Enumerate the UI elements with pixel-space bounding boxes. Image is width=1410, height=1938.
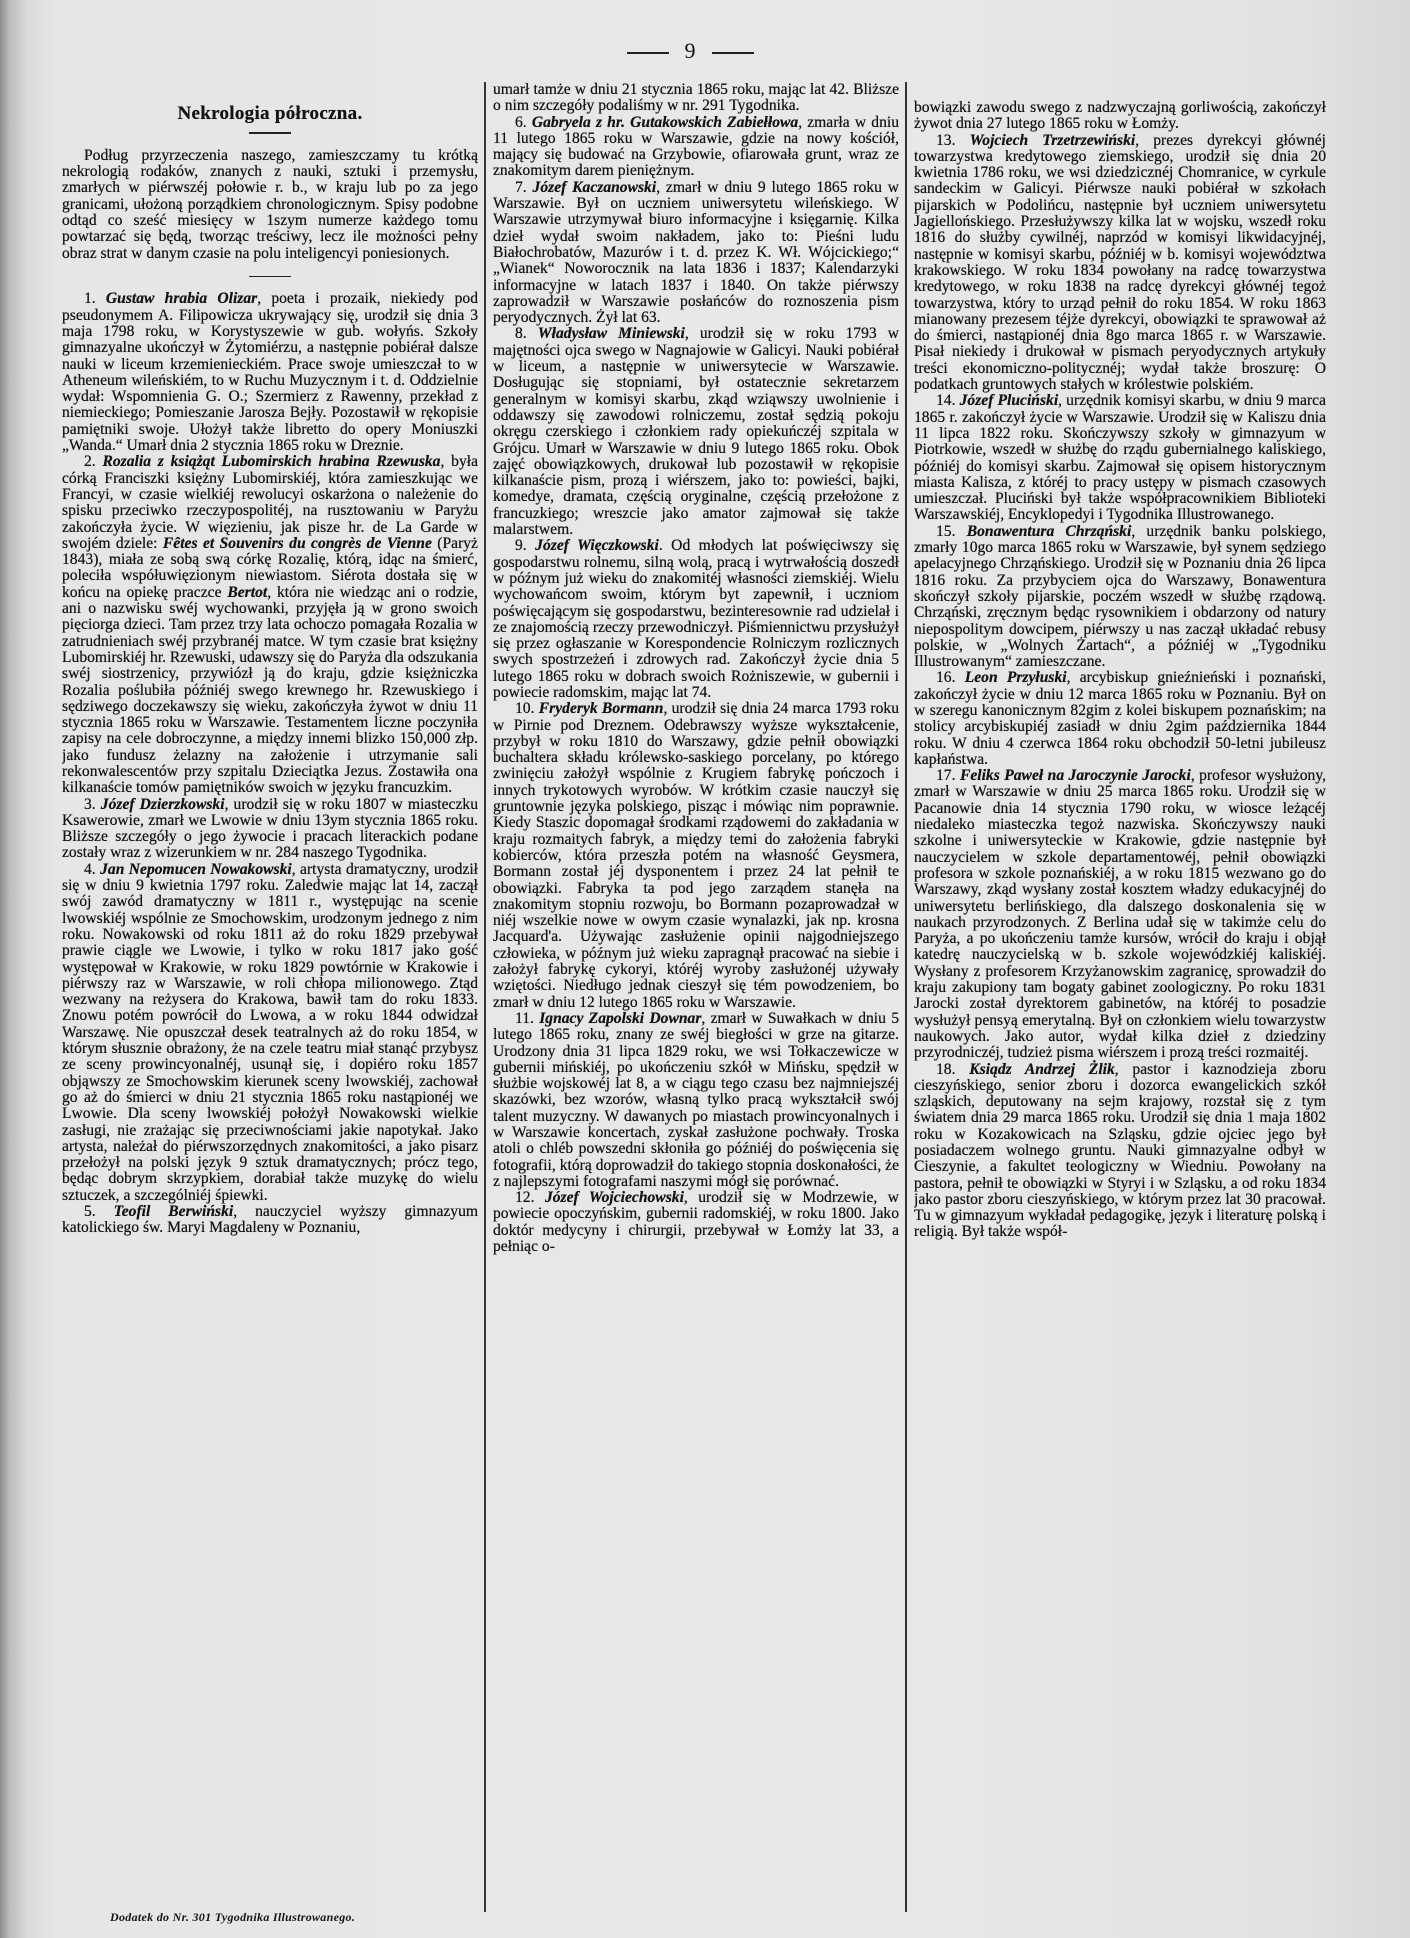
italic-name: Józef Wojciechowski xyxy=(544,1189,684,1207)
obituary-entry xyxy=(62,797,478,862)
italic-name: Gustaw hrabia Olizar xyxy=(105,290,258,308)
entry-text: 6. xyxy=(515,113,532,131)
entry-text: 18. xyxy=(936,1060,970,1078)
italic-name: Józef Pluciński xyxy=(959,392,1059,410)
obituary-entry xyxy=(914,670,1326,768)
italic-name: Teofil Berwiński xyxy=(113,1203,234,1220)
divider xyxy=(627,52,669,54)
italic-name: Leon Przyłuski xyxy=(964,669,1067,687)
obituary-entry xyxy=(62,291,478,454)
italic-name: Jan Nepomucen Nowakowski xyxy=(100,860,292,878)
obituary-entry xyxy=(493,538,899,701)
entry-text: 12. xyxy=(515,1189,545,1207)
obituary-entry xyxy=(62,1204,478,1237)
entry-text: 11. xyxy=(515,1009,540,1027)
entry-text: 15. xyxy=(936,522,967,540)
obituary-entry xyxy=(493,326,899,538)
column-divider xyxy=(484,82,486,1912)
italic-name: Bertot xyxy=(227,583,268,601)
obituary-entry xyxy=(914,133,1326,394)
entry-text: , nauczyciel wyższy gimnazyum katolickiego św. Maryi Magdaleny w Poznaniu, xyxy=(62,1203,478,1237)
obituary-entry xyxy=(493,115,899,180)
entry-text: , arcybiskup gnieźnieński i poznański, zakończył życie w dniu 12 marca 1865 roku w Poznaniu. Był on w szeregu kanonicznym 82gim z kolei biskupem poznańskim; na stolicy arcybiskupiéj zasiadł w dniu 2gim października 1844 roku. W dniu 4 czerwca 1864 roku obchodził 50-letni jubileusz kapłaństwa. xyxy=(914,669,1326,768)
article-title: Nekrologia półroczna. xyxy=(177,103,363,124)
column-1 xyxy=(62,82,478,1887)
italic-name: Józef Kaczanowski xyxy=(532,178,657,196)
italic-name: Fêtes et Souvenirs du congrès de Vienne xyxy=(162,534,432,552)
entry-text: 4. xyxy=(84,860,101,878)
entry-text: 8. xyxy=(515,325,538,343)
obituary-entry xyxy=(493,701,899,1011)
entry-text: , urodził się w roku 1807 w miasteczku Ksawerowie, zmarł we Lwowie w dniu 13ym stycznia 1865 roku. Bliższe szczegóły o jego żywocie i pracach literackich podane zostały wraz z wizerunkiem w nr. 284 naszego Tygodnika. xyxy=(62,795,478,862)
obituary-entry xyxy=(62,454,478,796)
supplement-footer: Dodatek do Nr. 301 Tygodnika Illustrowanego. xyxy=(110,1910,356,1924)
entry-text: , pastor i kaznodzieja zboru cieszyńskiego, senior zboru i dozorca ewangelickich szkół szląskich, deputowany na sejm krajowy, rozstał się z tym światem dnia 29 marca 1865 roku. Urodził się dnia 1 maja 1802 roku w Kozakowicach na Szląsku, gdzie ojciec jego był posiadaczem wolnego gruntu. Nauki gimnazyalne odbył w Cieszynie, a fakultet teologiczny w Wiedniu. Powołany na pastora, pełnił te obowiązki w Styryi i w Szląsku, a od roku 1834 jako pastor zboru cieszyńskiego, w którym przez lat 30 pracował. Tu w gimnazyum wykładał pedagogikę, język i literaturę polską i religią. Był także współ- xyxy=(914,1060,1326,1241)
entry-text: 10. xyxy=(515,700,539,718)
entry-text: 2. xyxy=(84,453,103,471)
entry-text: 14. xyxy=(936,392,960,410)
entry-text: bowiązki zawodu swego z nadzwyczajną gorliwością, zakończył żywot dnia 27 lutego 1865 roku w Łomży. xyxy=(914,100,1326,133)
entry-text: 16. xyxy=(936,669,965,687)
section-rule xyxy=(249,276,291,278)
italic-name: Bonawentura Chrząński xyxy=(966,522,1132,540)
entry-text: , urzędnik banku polskiego, zmarły 10go marca 1865 roku w Warszawie, był synem sędziego apelacyjnego Chrząńskiego. Urodził się w Poznaniu dnia 26 lipca 1816 roku. Za przybyciem ojca do Warszawy, Bonawentura skończył szkoły pijarskie, poczém wszedł w służbę rządową. Chrząński, zręcznym będąc rysownikiem i obdarzony od natury niepospolitym dowcipem, piérwszy u nas zaczął układać rebusy polskie, w „Wolnych Żartach“, a późniéj w „Tygodniku Illustrowanym“ zamieszczane. xyxy=(914,522,1326,671)
column-3 xyxy=(914,100,1326,1890)
entry-text: , artysta dramatyczny, urodził się w dniu 9 kwietnia 1797 roku. Zaledwie mając lat 14, zaczął swój zawód dramatyczny w 1811 r., występując na scenie lwowskiéj wspólnie ze Smochowskim, urodzonym jednego z nim roku. Nowakowski od roku 1811 aż do roku 1829 przebywał prawie ciągle we Lwowie, i tylko w roku 1817 jako gość występował w Krakowie, w roku 1829 powtórnie w Krakowie i piérwszy raz w Warszawie, w roli chłopa milionowego. Ztąd wezwany na reżysera do Krakowa, bawił tam do roku 1833. Znowu potém powrócił do Lwowa, a w roku 1844 odwidzał Warszawę. Nie opuszczał desek teatralnych aż do roku 1854, w którym słusznie obrażony, że na czele teatru miał stanąć przybysz ze sceny prowincyonalnéj, usunął się, i dopiéro roku 1857 objąwszy ze Smochowskim kierunek sceny lwowskiéj, zachował go aż do śmierci w dniu 21 stycznia 1865 roku nastąpionéj we Lwowie. Dla sceny lwowskiéj położył Nowakowski wielkie zasługi, nie zrażając się przeciwnościami jakie napotykał. Jako artysta, należał do piérwszorzędnych znakomitości, a jako pisarz przełożył na polski język 9 sztuk dramatycznych; prócz tego, będąc dobrym skrzypkiem, dorabiał także muzykę do wielu sztuczek, a szczególniéj śpiewki. xyxy=(62,860,478,1204)
obituary-entry xyxy=(914,524,1326,671)
entry-text: 1. xyxy=(84,290,106,308)
entry-text: . Od młodych lat poświęciwszy się gospodarstwu rolnemu, silną wolą, pracą i wytrwałością doszedł w późnym już wieku do znakomitéj własności ziemskiéj. Wielu wychowańcom swoim, którym byt zapewnił, i uczniom poświęcającym się gospodarstwu, bezinteresownie rad udzielał i ze znajomością rzeczy przewodniczył. Piśmiennictwu przysłużył się przez ogłaszanie w Korespondencie Rolniczym rozlicznych swych spostrzeżeń i zdrowych rad. Zakończył życie dnia 5 lutego 1865 roku w dobrach swoich Rożniszewie, w gubernii i powiecie radomskim, mając lat 74. xyxy=(493,537,899,701)
italic-name: Wojciech Trzetrzewiński xyxy=(969,131,1136,149)
page-number-text: 9 xyxy=(684,38,696,63)
entry-text: 3. xyxy=(84,795,101,813)
obituary-entry xyxy=(493,1011,899,1190)
entry-text: , prezes dyrekcyi głównéj towarzystwa kredytowego ziemskiego, urodził się dnia 20 kwietnia 1786 roku, we wsi dziedzicznéj Chomranice, w cyrkule sandeckim w Galicyi. Piérwsze nauki pobiérał w szkołach pijarskich w Podolińcu, następnie był uczniem uniwersytetu Jagiellońskiego. Przesłużywszy kilka lat w wojsku, wszedł roku 1816 do służby cywilnéj, naprzód w komisyi likwidacyjnéj, następnie w komisyi skarbu, późniéj w b. komisyi województwa krakowskiego. W roku 1834 powołany na radcę towarzystwa kredytowego, w roku 1838 na radcę dyrekcyi głównéj tegoż towarzystwa, który to urząd pełnił do roku 1854. W roku 1863 mianowany prezesem téjże dyrekcyi, obowiązki te sprawował aż do śmierci, nastąpionéj dnia 8go marca 1865 r. w Warszawie. Pisał niekiedy i drukował w pismach peryodycznych artykuły treści ekonomiczno-politycznéj; wydał także broszurę: O podatkach gruntowych stałych w królestwie polskiém. xyxy=(914,131,1326,394)
italic-name: Józef Dzierzkowski xyxy=(100,795,225,813)
entry-text: 7. xyxy=(515,178,533,196)
italic-name: Ksiądz Andrzej Żlik xyxy=(969,1060,1115,1078)
column-2 xyxy=(493,82,899,1872)
entry-text: 13. xyxy=(936,131,970,149)
obituary-entry xyxy=(914,768,1326,1061)
entry-text: , profesor wysłużony, zmarł w Warszawie w dniu 25 marca 1865 roku. Urodził się w Pacanowie dnia 14 stycznia 1790 roku, w wiosce leżącéj niedaleko miasteczka tegoż nazwiska. Skończywszy nauki szkolne i uniwersyteckie w Krakowie, gdzie następnie był nauczycielem w szkole departamentowéj, pełnił obowiązki profesora w szkole poznańskiéj, a w roku 1815 wezwano go do Warszawy, zkąd wysłany został kosztem władzy edukacyjnéj do uniwersytetu berlińskiego, dla dalszego doskonalenia się w naukach przyrodzonych. Z Berlina udał się w takimże celu do Paryża, a po ukończeniu tamże kursów, wrócił do kraju i objął katedrę nauczycielską w b. szkole wojewódzkiéj kaliskiéj. Wysłany z profesorem Krzyżanowskim zagranicę, sprowadził do kraju zakupiony tam bogaty gabinet zoologiczny. Po roku 1831 Jarocki został dyrektorem gabinetów, na któréj to posadzie wysłużył pensyą emerytalną. Był on członkiem wielu towarzystw naukowych. Jako autor, wydał kilka dzieł z dziedziny przyrodniczéj, tudzież pisma wiérszem i prozą treści rozmaitéj. xyxy=(914,767,1326,1062)
continued-entry xyxy=(493,82,899,115)
italic-name: Gabryela z hr. Gutakowskich Zabiełłowa xyxy=(531,113,799,131)
entry-text: , która nie wiedząc ani o rodzie, ani o nazwisku swéj wychowanki, przyjęła ją w grono swoich pięciorga dzieci. Tam przez trzy lata ochoczo pomagała Rozalia w zatrudnieniach swéj przybranéj matce. W tym czasie brat księżny Lubomirskiéj hr. Rzewuski, udawszy się do Paryża dla odszukania swéj siostrzenicy, przywiózł ją do kraju, gdzie księżniczka Rozalia poślubiła późniéj swego krewnego hr. Rzewuskiego i sędziwego doczekawszy się wieku, zakończyła żywot w dniu 11 stycznia 1865 roku w Warszawie. Testamentem liczne poczyniła zapisy na cele dobroczynne, a między innemi blizko 150,000 złp. jako fundusz żelazny na założenie i utrzymanie sali rekonwalescentów przy szpitalu Dzieciątka Jezus. Zostawiła ona kilkanaście tomów pamiętników swoich w języku francuzkim. xyxy=(62,583,478,797)
obituary-entry xyxy=(914,1062,1326,1241)
entry-text: , zmarł w Suwałkach w dniu 5 lutego 1865 roku, znany ze swéj biegłości w grze na gitarze. Urodzony dnia 31 lipca 1829 roku, we wsi Tołkaczewicze w gubernii mińskiéj, po ukończeniu szkół w Mińsku, spędził w służbie wojskowéj lat 8, a w ciągu tego czasu bez najmniejszéj skazówki, bez wzorów, własną tylko pracą wykształcił swój talent muzyczny. W dawanych po miastach prowincyonalnych i w Warszawie koncertach, zyskał zasłużone pochwały. Troska atoli o chléb powszedni skłoniła go późniéj do poświęcenia się fotografii, którą doprowadził do takiego stopnia doskonałości, że z najlepszymi fotografami naszymi mógł się porównać. xyxy=(493,1009,899,1190)
italic-name: Józef Więczkowski xyxy=(535,537,659,555)
obituary-entry xyxy=(493,1190,899,1255)
entry-text: , poeta i prozaik, niekiedy pod pseudonymem A. Filipowicza ukrywający się, urodził się dnia 3 maja 1798 roku, w Korystyszewie w gub. wołyńs. Szkoły gimnazyalne ukończył w Żytomiérzu, a następnie pobiérał dalsze nauki w liceum krzemienieckiém. Prace swoje umieszczał to w Atheneum wileńskiém, to w Ruchu Muzycznym i t. d. Oddzielnie wydał: Wspomnienia G. O.; Szermierz z Rawenny, przekład z niemieckiego; Pomieszanie Jarosza Bejły. Pozostawił w rękopisie pamiętniki swoje. Ułożył także libretto do opery Moniuszki „Wanda.“ Umarł dnia 2 stycznia 1865 roku w Dreznie. xyxy=(62,290,478,455)
italic-name: Rozalia z książąt Lubomirskich hrabina Rzewuska xyxy=(102,453,441,471)
entry-text: , urodził się dnia 24 marca 1793 roku w Pirnie pod Dreznem. Odebrawszy wyższe wykształcenie, przybył w roku 1810 do Warszawy, gdzie pełnił obowiązki buchaltera składu królewsko-saskiego porcelany, po którego zwinięciu założył wspólnie z Krugiem fabrykę pończoch i innych trykotowych wyrobów. W krótkim czasie nauczył się gruntownie języka polskiego, pisząc i mówiąc nim poprawnie. Kiedy Staszic dopomagał środkami rządowemi do zakładania w kraju rozmaitych fabryk, a między temi do założenia fabryki kobierców, która przeszła potém na własność Geysmera, Bormann został jéj dysponentem i przez 24 lat pełnił te obowiązki. Fabryka ta pod jego zarządem stanęła na znakomitym stopniu rozwoju, bo Bormann pozaprowadzał w niéj wszelkie nowe w owym czasie wynalazki, jak np. krosna Jacquard'a. Używając zasłużenie opinii najgodniejszego człowieka, w późnym już wieku zapragnął pracować na siebie i założył fabrykę cykoryi, któréj wyroby zasłużonéj używały wziętości. Niedługo jednak cieszył się tém powodzeniem, bo zmarł w dniu 12 lutego 1865 roku w Warszawie. xyxy=(493,700,899,1011)
entry-text: Podług przyrzeczenia naszego, zamieszczamy tu krótką nekrologią rodaków, znanych z nauki, sztuki i przemysłu, zmarłych w piérwszéj połowie r. b., w kraju lub po za jego granicami, ułożoną porządkiem chronologicznym. Spisy podobne odtąd co sześć miesięcy w 1szym numerze każdego tomu powtarzać się będą, tworząc treściwy, lecz ile możności pełny obraz strat w danym czasie na polu inteligencyi poniesionych. xyxy=(62,146,478,262)
column-divider xyxy=(905,82,907,1912)
entry-text: , urodził się w Modrzewie, w powiecie opoczyńskim, gubernii radomskiéj, w roku 1800. Jako doktór medycyny i chirurgii, przebywał w Łomży lat 33, a pełniąc o- xyxy=(493,1189,899,1256)
entry-text: , była córką Franciszki księżny Lubomirskiéj, która zamieszkując we Francyi, w czasie wielkiéj rewolucyi oskarżona o należenie do spisku przeciwko rzeczypospolitéj, na rusztowaniu w Paryżu zakończyła życie. W więzieniu, jak pisze hr. de La Garde w swojém dziele: xyxy=(62,453,478,552)
italic-name: Feliks Paweł na Jaroczynie Jarocki xyxy=(959,767,1191,785)
italic-name: Fryderyk Bormann xyxy=(538,700,664,718)
page-number xyxy=(600,38,780,64)
entry-text: 5. xyxy=(84,1203,114,1220)
continued-entry xyxy=(914,100,1326,133)
obituary-entry xyxy=(914,393,1326,523)
obituary-entry xyxy=(62,862,478,1204)
italic-name: Ignacy Zapolski Downar xyxy=(539,1009,702,1027)
intro-paragraph xyxy=(62,148,478,262)
italic-name: Władysław Miniewski xyxy=(537,325,685,343)
obituary-entry xyxy=(493,180,899,327)
entry-text: , urodził się w roku 1793 w majętności ojca swego w Nagnajowie w Galicyi. Nauki pobiérał w liceum, a następnie w uniwersytecie w Warszawie. Dosługując się stopniami, był ostatecznie sekretarzem generalnym w komisyi skarbu, zkąd wziąwszy uwolnienie i oddawszy się zawodowi rolniczemu, został sędzią pokoju okręgu czerskiego i członkiem rady opiekuńczéj szpitala w Grójcu. Umarł w Warszawie w dniu 9 lutego 1865 roku. Obok zajęć obowiązkowych, drukował lub pozostawił w rękopisie kilkanaście pism, prozą i wiérszem, jako to: powieści, bajki, komedye, dramata, częścią oryginalne, częścią przełożone z francuzkiego; wreszcie jako amator zajmował się także malarstwem. xyxy=(493,325,899,539)
title-rule xyxy=(249,132,291,134)
entry-text: , urzędnik komisyi skarbu, w dniu 9 marca 1865 r. zakończył życie w Warszawie. Urodził się w Kaliszu dnia 11 lipca 1822 roku. Skończywszy szkoły w gimnazyum w Piotrkowie, wszedł w służbę do rządu gubernialnego kaliskiego, późniéj do komisyi skarbu. Zajmował się opisem historycznym miasta Kalisza, z któréj to pracy ustępy w pismach czasowych umieszczał. Pluciński był także współpracownikiem Biblioteki Warszawskiéj, Encyklopedyi i Tygodnika Illustrowanego. xyxy=(914,392,1326,524)
divider xyxy=(712,52,754,54)
entry-text: , zmarła w dniu 11 lutego 1865 roku w Warszawie, gdzie na nowy kościół, mający się budować na Grzybowie, ofiarowała grunt, wraz ze znakomitym darem pieniężnym. xyxy=(493,113,899,180)
entry-text: umarł tamże w dniu 21 stycznia 1865 roku, mając lat 42. Bliższe o nim szczegóły podaliśmy w nr. 291 Tygodnika. xyxy=(493,82,899,115)
entry-text: , zmarł w dniu 9 lutego 1865 roku w Warszawie. Był on uczniem uniwersytetu wileńskiego. W Warszawie utrzymywał biuro informacyjne i księgarnię. Kilka dzieł wydał swoim nakładem, jako to: Pieśni ludu Białochrobatów, Mazurów i t. d. przez K. Wł. Wójcickiego;“ „Wianek“ Noworocznik na lata 1836 i 1837; Kalendarzyki informacyjne w latach 1837 i 1840. On także piérwszy zaprowadził w Warszawie posłańców do roznoszenia pism peryodycznych. Żył lat 63. xyxy=(493,178,899,327)
entry-text: 17. xyxy=(936,767,960,785)
entry-text: (Paryż 1843), miała ze sobą swą córkę Rozalię, którą, idąc na śmierć, poleciła współuwięzionym niewiastom. Siérota dostała się w końcu na opiekę praczce xyxy=(62,534,478,601)
entry-text: 9. xyxy=(515,537,536,555)
